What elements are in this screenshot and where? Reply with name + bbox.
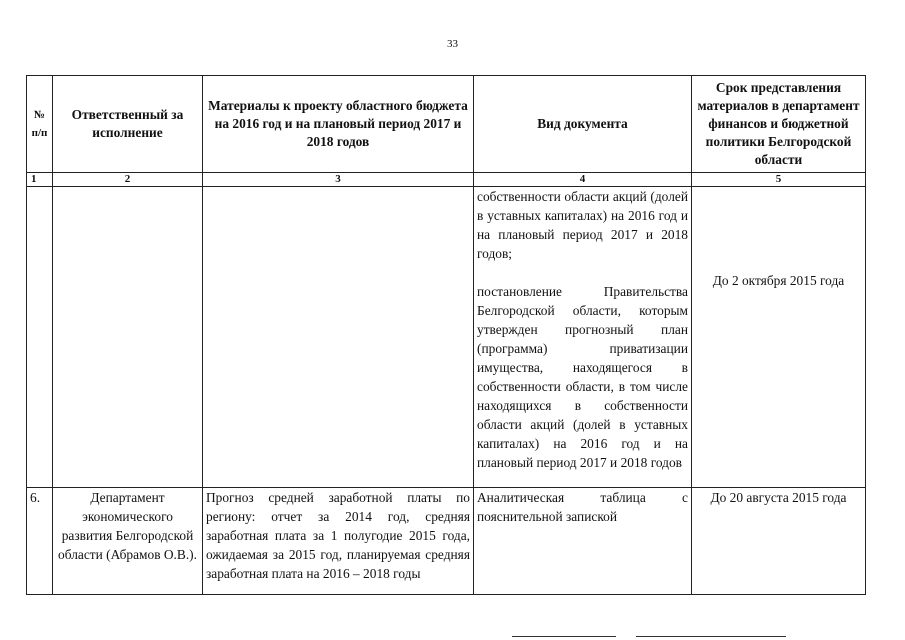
row-number: 6. — [27, 488, 53, 595]
column-number: 5 — [692, 173, 866, 187]
doc-type-text: собственности области акций (долей в уставных капиталах) на 2016 год и на плановый период 2017 и 2018 годов; — [477, 189, 688, 261]
responsible-cell: Департамент экономического развития Белгородской области (Абрамов О.В.). — [53, 488, 203, 595]
materials-cell: Прогноз средней заработной платы по региону: отчет за 2014 год, средняя заработная плата за 1 полугодие 2015 года, ожидаемая за 2015 год, планируемая средняя заработная плата на 2016 – 2018 годы — [203, 488, 474, 595]
header-materials: Материалы к проекту областного бюджета на 2016 год и на плановый период 2017 и 2018 годов — [203, 76, 474, 173]
empty-cell — [53, 187, 203, 488]
column-number: 4 — [474, 173, 692, 187]
header-doc-type: Вид документа — [474, 76, 692, 173]
footer-rule — [636, 636, 786, 637]
deadline-cell: До 2 октября 2015 года — [692, 187, 866, 488]
column-number: 1 — [27, 173, 53, 187]
budget-materials-table — [26, 75, 866, 595]
header-responsible: Ответственный за исполнение — [53, 76, 203, 173]
column-number: 2 — [53, 173, 203, 187]
empty-cell — [27, 187, 53, 488]
header-number: № п/п — [27, 76, 53, 173]
doc-type-text: постановление Правительства Белгородской области, которым утвержден прогнозный план (программа) приватизации имущества, находящегося в собственности области, в том числе находящихся в собственности области акций (долей в уставных капиталах) на 2016 год и на плановый период 2017 и 2018 годов — [477, 284, 688, 470]
column-number: 3 — [203, 173, 474, 187]
doc-type-cell: Аналитическая таблица с пояснительной запиской — [474, 488, 692, 595]
page-number: 33 — [447, 38, 458, 50]
footer-rule — [512, 636, 616, 637]
table-row-continuation — [27, 187, 866, 488]
header-deadline: Срок представления материалов в департамент финансов и бюджетной политики Белгородской области — [692, 76, 866, 173]
table-header-row — [27, 76, 866, 173]
doc-type-cell — [474, 187, 692, 488]
table-row — [27, 488, 866, 595]
deadline-cell: До 20 августа 2015 года — [692, 488, 866, 595]
column-number-row — [27, 173, 866, 187]
empty-cell — [203, 187, 474, 488]
